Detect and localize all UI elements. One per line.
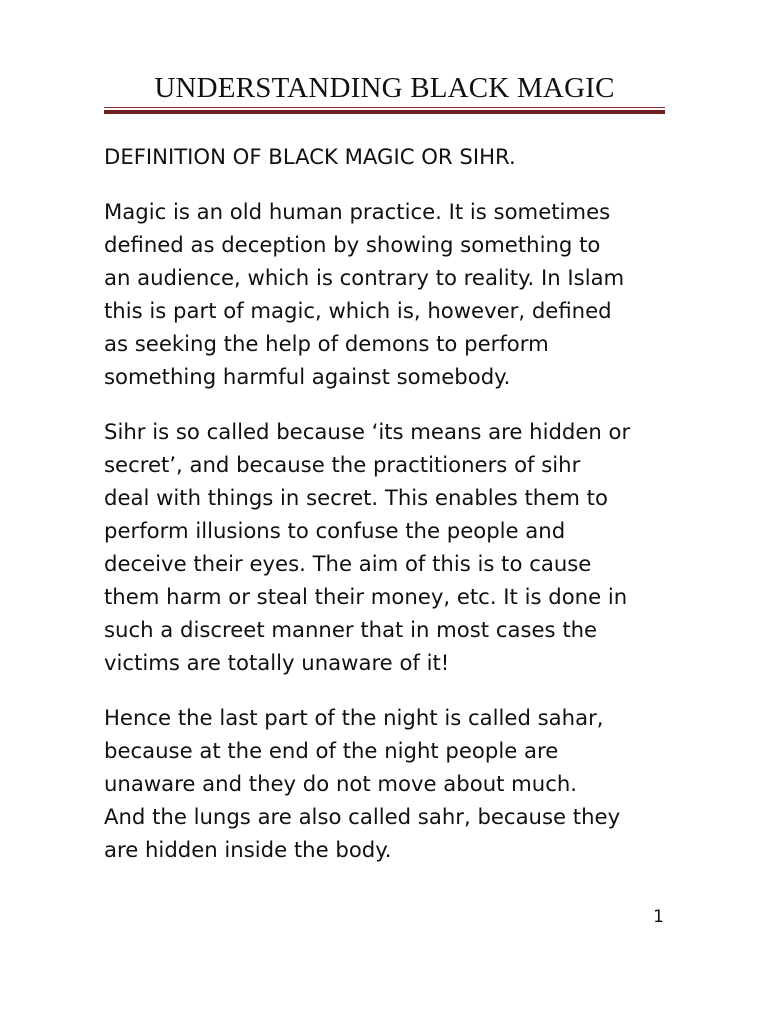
- paragraph-line: such a discreet manner that in most cases the: [104, 617, 598, 642]
- paragraph-line: because at the end of the night people are: [104, 738, 559, 763]
- paragraph-3: [104, 701, 684, 866]
- paragraph-line: Sihr is so called because ‘its means are hidden or: [104, 419, 631, 444]
- paragraph-line: And the lungs are also called sahr, because they: [104, 804, 621, 829]
- paragraph-line: something harmful against somebody.: [104, 364, 511, 389]
- title-rule-thick: [104, 110, 665, 114]
- paragraph-line: deal with things in secret. This enables them to: [104, 485, 608, 510]
- page-number: 1: [653, 907, 664, 927]
- paragraph-2: [104, 415, 684, 679]
- paragraph-line: deceive their eyes. The aim of this is to cause: [104, 551, 592, 576]
- paragraph-line: perform illusions to confuse the people and: [104, 518, 566, 543]
- paragraph-line: Magic is an old human practice. It is sometimes: [104, 199, 611, 224]
- section-heading: DEFINITION OF BLACK MAGIC OR SIHR.: [104, 144, 516, 169]
- paragraph-line: this is part of magic, which is, however, defined: [104, 298, 612, 323]
- page-title: UNDERSTANDING BLACK MAGIC: [154, 72, 615, 104]
- paragraph-line: an audience, which is contrary to reality. In Islam: [104, 265, 625, 290]
- title-rule-thin: [104, 107, 665, 108]
- paragraph-1: [104, 195, 684, 393]
- paragraph-line: them harm or steal their money, etc. It is done in: [104, 584, 628, 609]
- paragraph-line: are hidden inside the body.: [104, 837, 392, 862]
- paragraph-line: defined as deception by showing something to: [104, 232, 601, 257]
- paragraph-line: Hence the last part of the night is called sahar,: [104, 705, 604, 730]
- document-body: [104, 140, 684, 888]
- paragraph-line: victims are totally unaware of it!: [104, 650, 450, 675]
- paragraph-line: secret’, and because the practitioners of sihr: [104, 452, 581, 477]
- paragraph-line: as seeking the help of demons to perform: [104, 331, 549, 356]
- paragraph-line: unaware and they do not move about much.: [104, 771, 578, 796]
